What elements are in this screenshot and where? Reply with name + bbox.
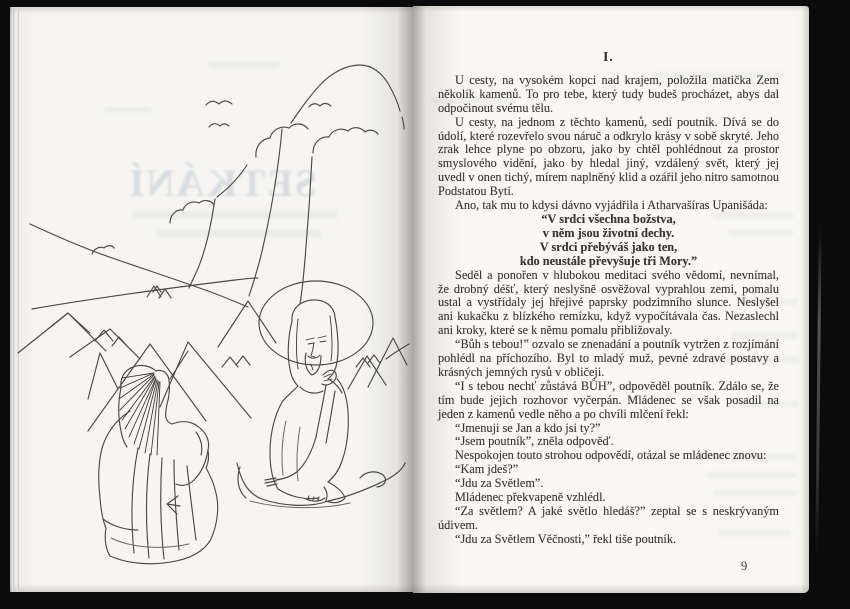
mountain-cliffs — [170, 65, 404, 304]
verse-line: v něm jsou životní dechy. — [542, 225, 675, 240]
chapter-heading: I. — [603, 49, 614, 64]
dialogue-line: “Jmenuji se Jan a kdo jsi ty?” — [455, 420, 601, 435]
paragraph: Seděl a ponořen v hlubokou meditaci svého vědomí, nevnímal, že drobný déšť, který neslyšně osvěžoval vyprahlou zemi, pomalu ustal a vystřídaly jej hřejivé paprsky podzimního slunce. Neslyšel ani kukačku z blízkého remízku, když vypočítávala čas. Nezaslechl ani kroky, které se k němu pomalu přibližovaly. — [438, 267, 779, 338]
mountain-peaks — [18, 301, 409, 431]
haloed-pilgrim-figure — [259, 281, 373, 503]
bleedthrough-chapter-title: SETKÁNÍ — [127, 162, 317, 205]
paragraph: U cesty, na vysokém kopci nad krajem, položila matička Zem několik kamenů. To pro tebe, který tudy budeš procházet, abys dal odpočinout svému tělu. — [438, 72, 779, 115]
dialogue-line: “Jsem poutník”, zněla odpověď. — [455, 434, 614, 449]
birds-icon — [206, 101, 331, 127]
left-page — [10, 7, 413, 592]
halo — [259, 281, 373, 365]
paragraph: “I s tebou nechť zůstává BŮH”, odpověděl poutník. Zdálo se, že tím bude jejich rozhovor vyčerpán. Mládenec se však posadil na jeden z kamenů vedle něho a po chvíli mlčení řekl: — [438, 378, 779, 421]
paragraph: “Bůh s tebou!” ozvalo se znenadání a poutník vytržen z rozjímání pohlédl na příchozího. Byl to mladý muž, pevné zdravé postavy a krásných jemných rysů v obličeji. — [438, 337, 779, 379]
verse-line: kdo neustále převyšuje tři Mory.” — [519, 253, 698, 268]
paragraph: “Jdu za Světlem Věčnosti,” řekl tiše poutník. — [455, 531, 677, 546]
dialogue-line: “Kam jdeš?” — [455, 462, 519, 477]
page-text-column — [438, 50, 779, 547]
paragraph: Ano, tak mu to kdysi dávno vyjádřila i Atharvašíras Upanišáda: — [455, 198, 768, 213]
page-number: 9 — [741, 559, 748, 573]
verse-line: “V srdci všechna božstva, — [541, 211, 676, 226]
paragraph: “Za světlem? A jaké světlo hledáš?” zeptal se s neskrývaným údivem. — [438, 504, 779, 532]
paragraph: Nespokojen touto strohou odpovědí, otázal se mládenec znovu: — [455, 448, 767, 463]
verse-line: V srdci přebýváš jako ten, — [539, 239, 678, 254]
paragraph: Mládenec překvapeně vzhlédl. — [455, 490, 606, 505]
right-page — [413, 6, 809, 593]
hill-slopes — [30, 224, 258, 309]
seated-young-man-figure — [99, 365, 218, 563]
ground-mound — [237, 463, 405, 508]
upanishad-verse-block — [438, 213, 779, 269]
paragraph: U cesty, na jednom z těchto kamenů, sedí poutník. Dívá se do údolí, které rozevřelo svou náruč a odkrylo krásy v sobě skryté. Jeho zrak lehce plyne po obzoru, jako by chtěl pohlédnout za prostor smyslového vidění, jako by hledal jiný, vzdálený svět, který jej uvedl v onen tichý, mírem naplněný klid a ozářil jeho nitro samotnou Podstatou Bytí. — [438, 114, 779, 199]
page-edge-highlight — [815, 225, 821, 555]
illustration-pilgrim-meeting — [10, 7, 413, 592]
dialogue-line: “Jdu za Světlem”. — [455, 476, 544, 491]
